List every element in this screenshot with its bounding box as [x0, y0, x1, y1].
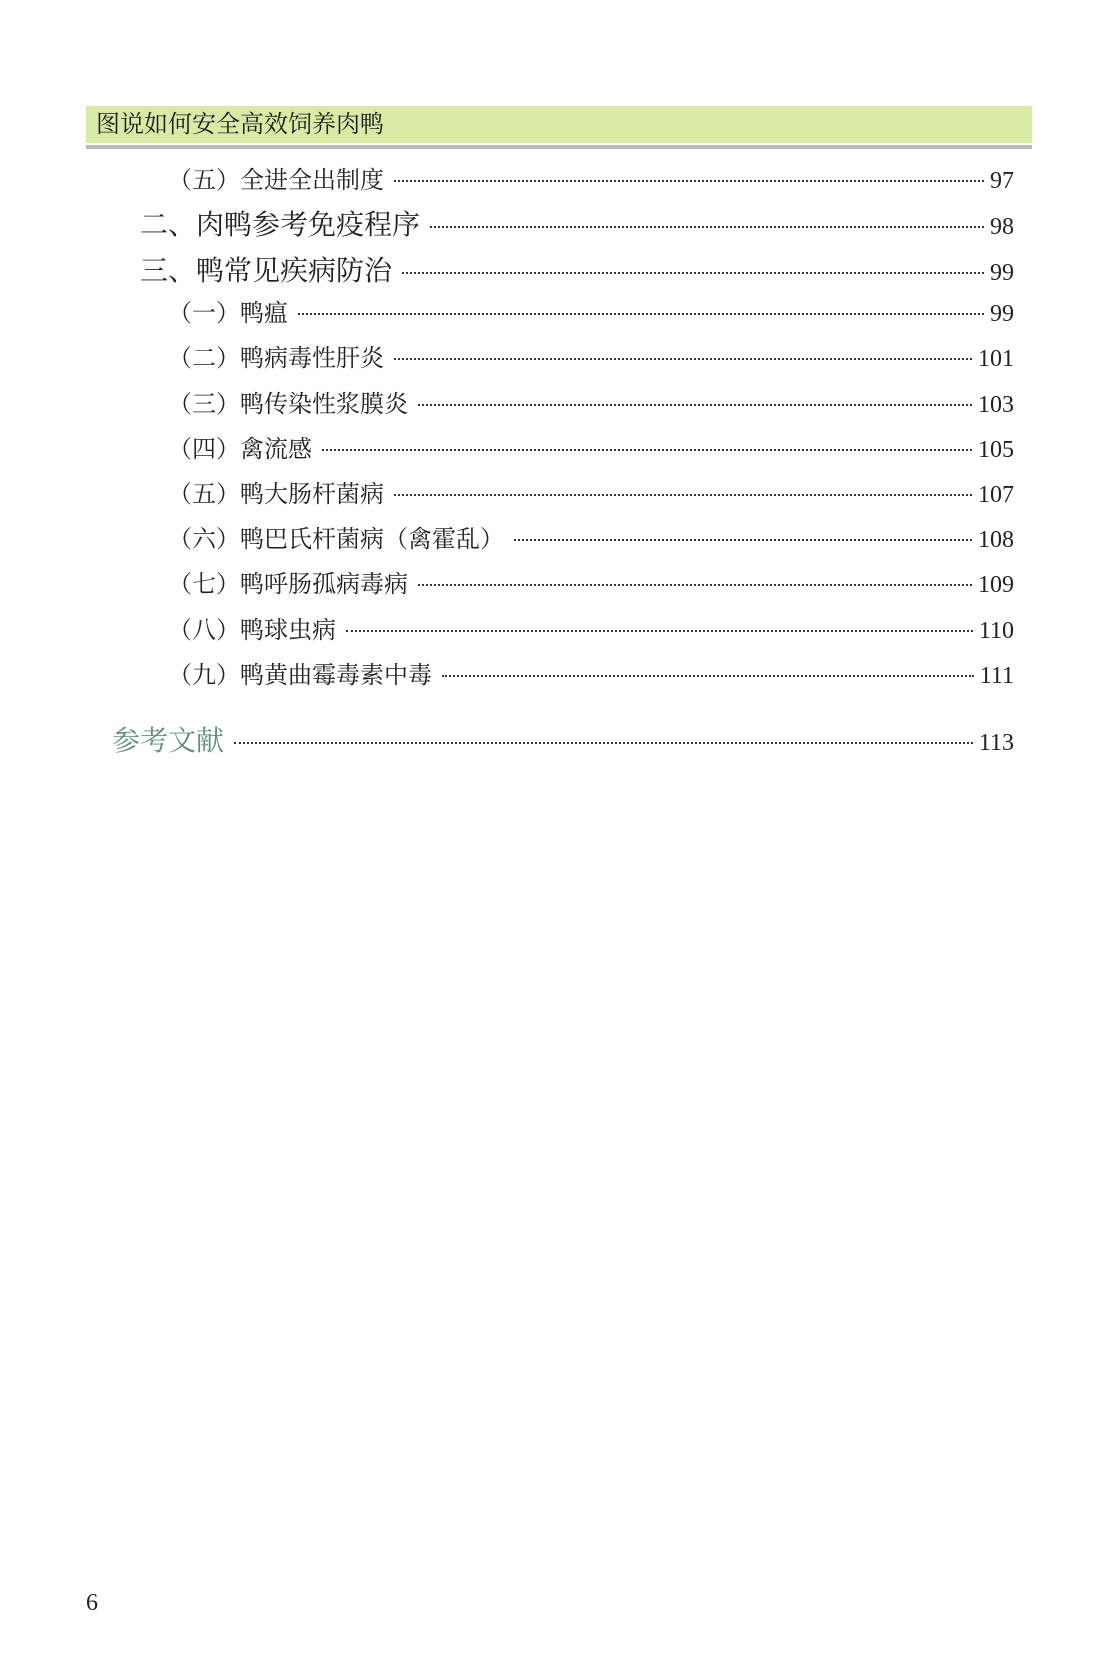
dot-leader: [514, 539, 972, 541]
toc-entry-label: （六）鸭巴氏杆菌病（禽霍乱）: [168, 525, 504, 553]
toc-entry-references[interactable]: [112, 719, 1014, 759]
dot-leader: [346, 630, 973, 632]
toc-entry-page: 101: [978, 346, 1014, 372]
toc-entry-page: 110: [978, 618, 1014, 644]
toc-entry[interactable]: [168, 474, 1014, 509]
toc-entry[interactable]: [168, 160, 1014, 195]
toc-entry-label: （五）全进全出制度: [168, 166, 384, 194]
toc-entry-page: 113: [978, 730, 1014, 756]
dot-leader: [418, 404, 972, 406]
toc-entry[interactable]: [168, 293, 1014, 328]
toc-entry-label: （八）鸭球虫病: [168, 616, 336, 644]
toc-entry-label: 参考文献: [112, 724, 225, 757]
dot-leader: [394, 358, 972, 360]
toc-entry-label: （四）禽流感: [168, 435, 312, 463]
dot-leader: [402, 272, 984, 274]
toc-entry-page: 105: [978, 437, 1014, 463]
toc-entry[interactable]: [140, 203, 1014, 243]
toc-entry-label: （七）鸭呼肠孤病毒病: [168, 570, 408, 598]
toc-entry-page: 111: [979, 663, 1014, 689]
dot-leader: [394, 494, 972, 496]
toc-entry[interactable]: [168, 564, 1014, 599]
toc-entry-label: 二、肉鸭参考免疫程序: [140, 208, 421, 241]
dot-leader: [430, 226, 984, 228]
running-header: [86, 106, 1032, 143]
toc-entry-page: 107: [978, 482, 1014, 508]
toc-entry-label: 三、鸭常见疾病防治: [140, 254, 393, 287]
toc-entry-label: （二）鸭病毒性肝炎: [168, 344, 384, 372]
toc-entry-page: 99: [990, 260, 1014, 286]
book-title: 图说如何安全高效饲养肉鸭: [96, 110, 384, 138]
toc-entry[interactable]: [168, 519, 1014, 554]
toc-entry-label: （三）鸭传染性浆膜炎: [168, 390, 408, 418]
toc-entry[interactable]: [168, 610, 1014, 645]
toc-entry-page: 108: [978, 527, 1014, 553]
page-number: 6: [86, 1590, 98, 1616]
toc-entry-page: 99: [990, 301, 1014, 327]
toc-entry[interactable]: [168, 429, 1014, 464]
toc-entry-page: 97: [990, 168, 1014, 194]
dot-leader: [394, 180, 984, 182]
toc-entry-label: （九）鸭黄曲霉毒素中毒: [168, 661, 432, 689]
toc-entry[interactable]: [168, 655, 1014, 690]
toc-entry[interactable]: [168, 384, 1014, 419]
toc-entry[interactable]: [140, 249, 1014, 289]
dot-leader: [298, 313, 984, 315]
toc-entry-label: （五）鸭大肠杆菌病: [168, 480, 384, 508]
dot-leader: [442, 675, 974, 677]
toc-entry-page: 103: [978, 392, 1014, 418]
dot-leader: [418, 584, 972, 586]
dot-leader: [234, 742, 973, 744]
dot-leader: [322, 449, 972, 451]
toc-entry-page: 109: [978, 572, 1014, 598]
header-rule: [86, 145, 1032, 149]
toc-entry-label: （一）鸭瘟: [168, 299, 288, 327]
toc-entry-page: 98: [990, 214, 1014, 240]
toc-entry[interactable]: [168, 338, 1014, 373]
